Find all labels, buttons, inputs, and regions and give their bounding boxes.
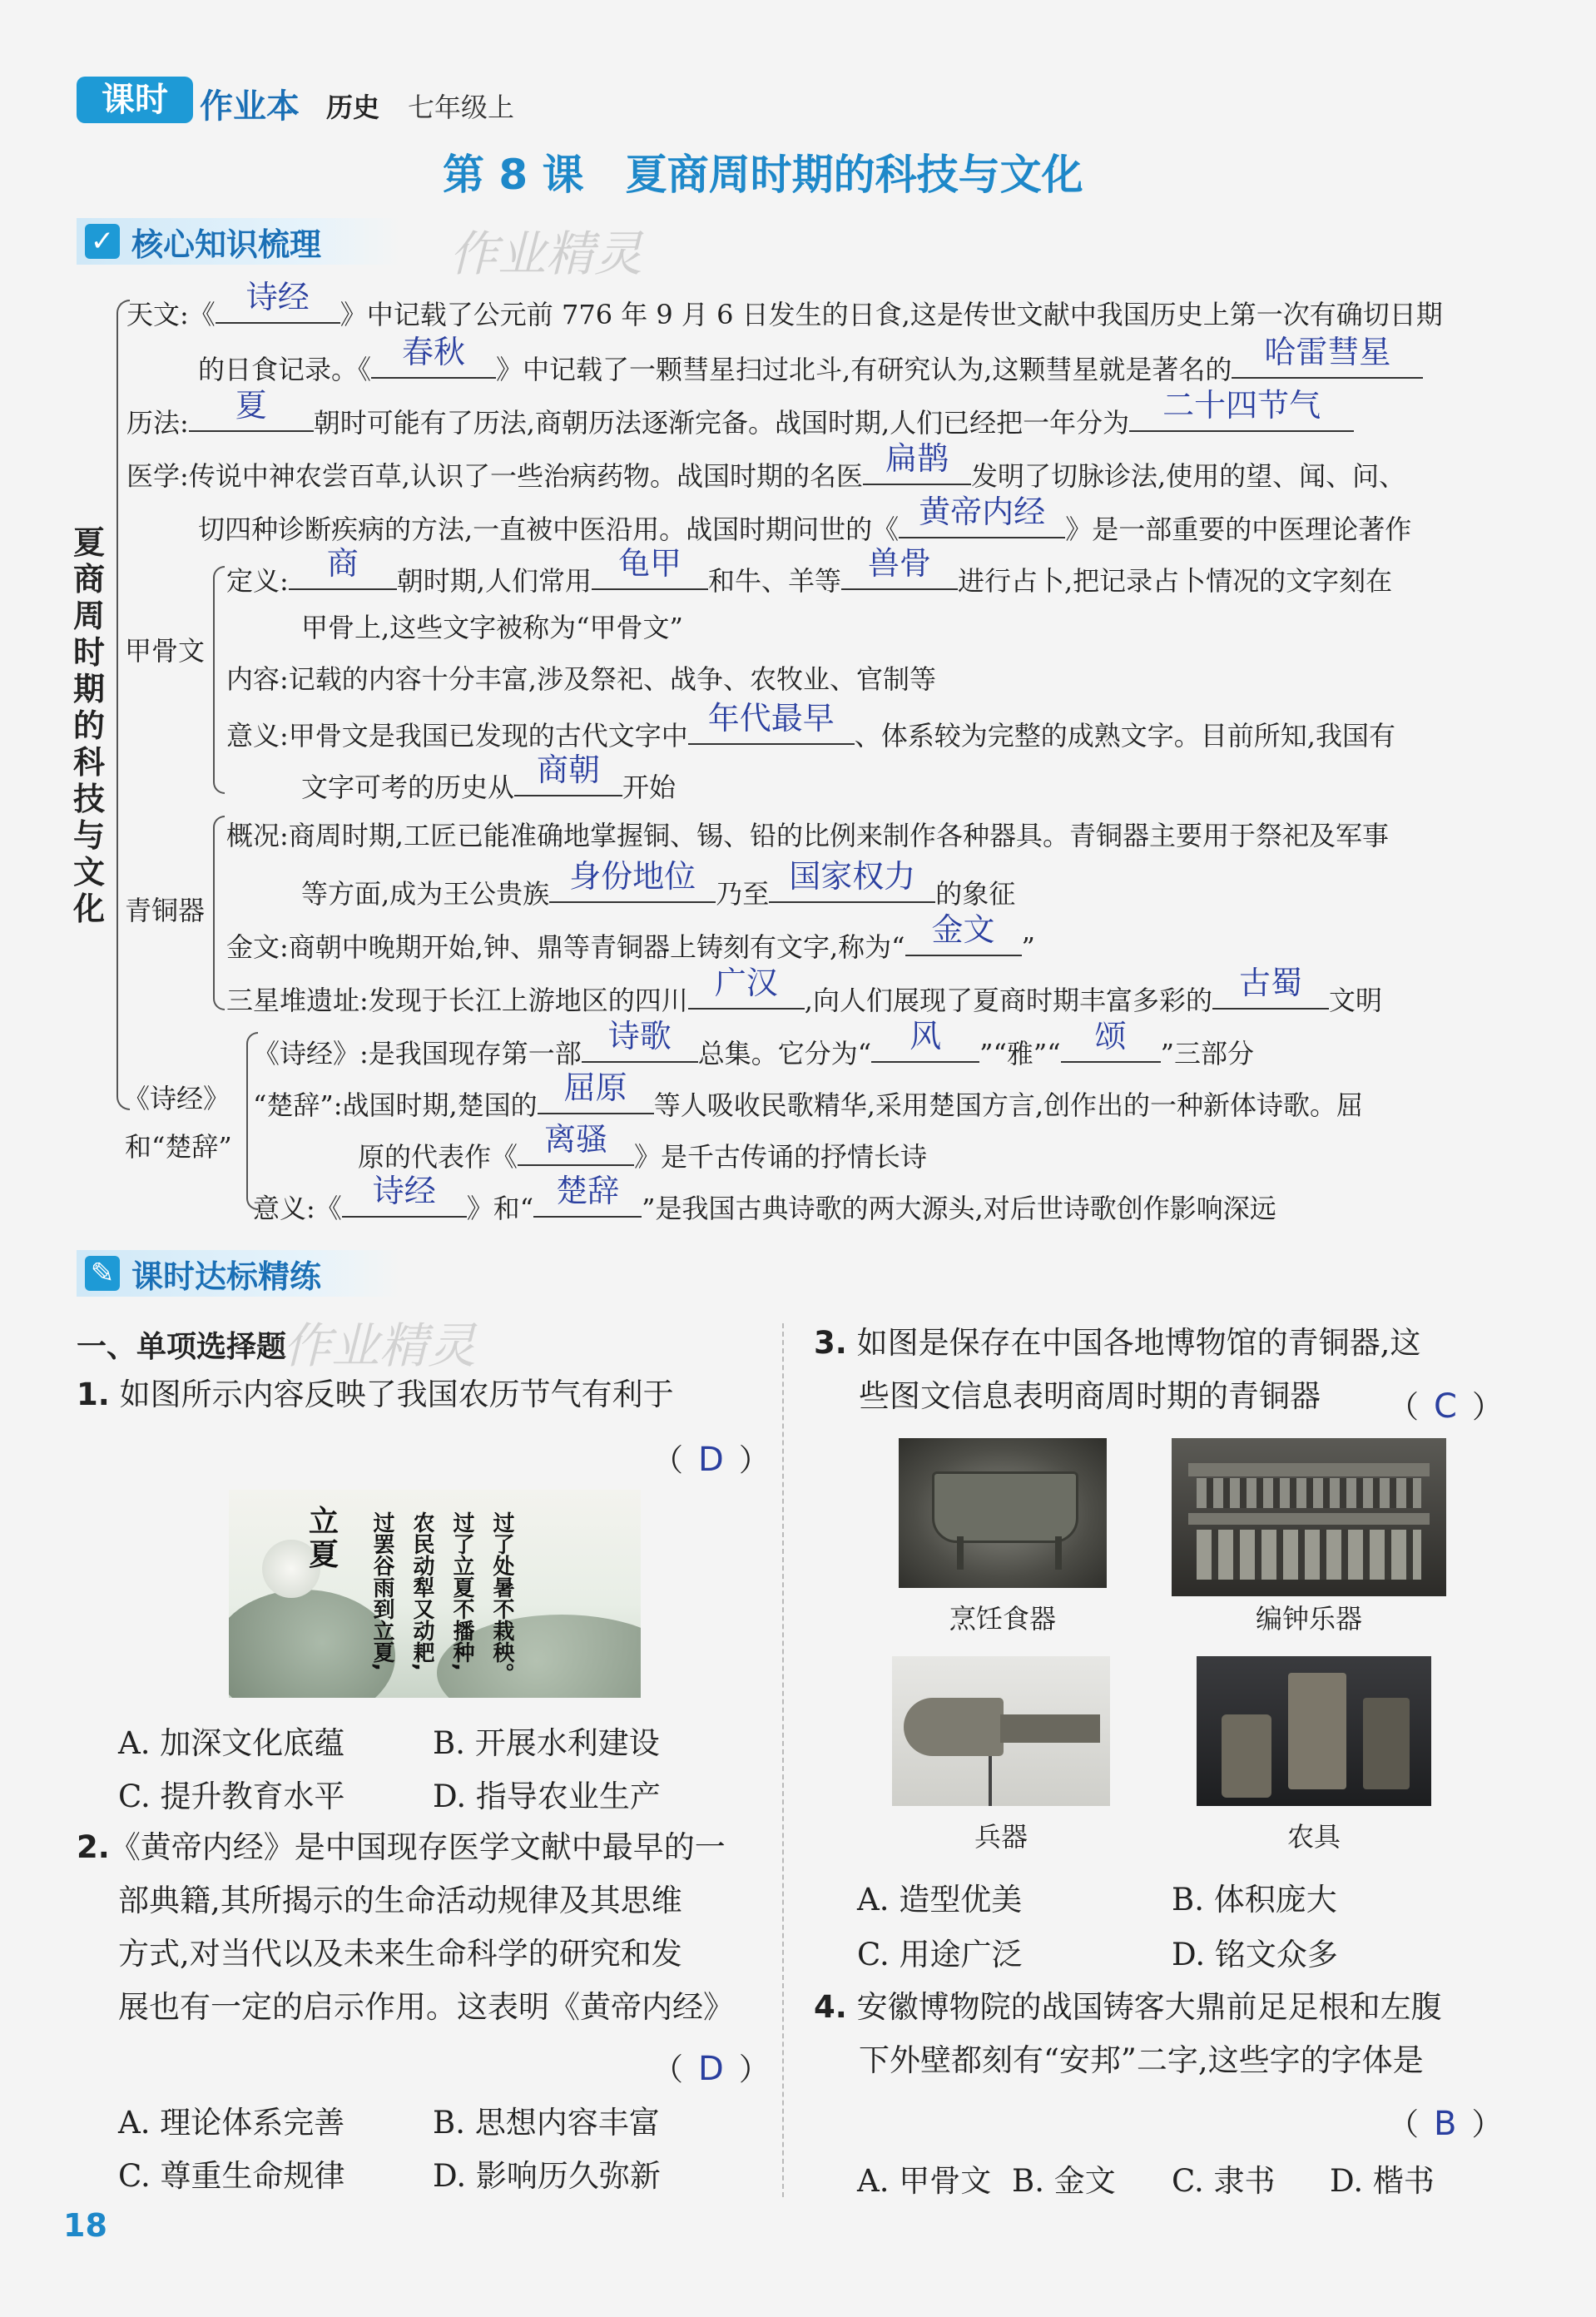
oracle-sig-line2: 文字可考的历史从 商朝 开始 bbox=[301, 752, 677, 804]
bronze-overview-line2: 等方面,成为王公贵族 身份地位 乃至 国家权力 的象征 bbox=[301, 858, 1016, 910]
q2-option-c[interactable]: C. 尊重生命规律 bbox=[118, 2158, 345, 2194]
q1-option-b[interactable]: B. 开展水利建设 bbox=[433, 1725, 660, 1761]
answer-song: 颂 bbox=[1094, 1018, 1127, 1055]
q2-option-a[interactable]: A. 理论体系完善 bbox=[118, 2105, 345, 2141]
header-logo: 课时 bbox=[77, 77, 193, 123]
header-book: 作业本 bbox=[200, 87, 300, 126]
caption-bells: 编钟乐器 bbox=[1255, 1603, 1362, 1635]
bronze-farm-tools-image bbox=[1197, 1656, 1431, 1806]
answer-poetry: 诗歌 bbox=[607, 1018, 672, 1055]
medicine-line1: 医学:传说中神农尝百草,认识了一些治病药物。战国时期的名医 扁鹊 发明了切脉诊法,使用的望、闻、问、 bbox=[126, 440, 1406, 493]
answer-shang-dynasty: 商朝 bbox=[537, 752, 601, 789]
answer-earliest: 年代最早 bbox=[707, 700, 835, 737]
q2-answer-paren: （ D ） bbox=[652, 2050, 770, 2088]
column-divider bbox=[782, 1323, 784, 2197]
lesson-title: 第 8 课 夏商周时期的科技与文化 bbox=[443, 151, 1083, 199]
answer-halley: 哈雷彗星 bbox=[1264, 334, 1391, 371]
bronze-weapon-image bbox=[892, 1656, 1110, 1806]
answer-lisao: 离骚 bbox=[544, 1121, 608, 1158]
q1-stem: 1. 如图所示内容反映了我国农历节气有利于 bbox=[77, 1377, 674, 1412]
section-practice-header bbox=[77, 1250, 401, 1297]
answer-feng: 风 bbox=[910, 1018, 942, 1055]
watermark: 作业精灵 bbox=[449, 226, 643, 282]
answer-shijing-2: 诗经 bbox=[372, 1173, 436, 1210]
answer-jinwen: 金文 bbox=[931, 911, 995, 949]
bronze-cooking-vessel-image bbox=[899, 1438, 1107, 1588]
q1-option-c[interactable]: C. 提升教育水平 bbox=[118, 1779, 345, 1814]
q3-option-a[interactable]: A. 造型优美 bbox=[857, 1882, 1023, 1918]
answer-guanghan: 广汉 bbox=[714, 965, 778, 1002]
answer-bianque: 扁鹊 bbox=[885, 440, 949, 478]
astronomy-line2: 的日食记录。《 春秋 》中记载了一颗彗星扫过北斗,有研究认为,这颗彗星就是著名的 哈雷彗星 bbox=[198, 348, 1423, 386]
farm-tool-1 bbox=[1222, 1714, 1271, 1798]
q2-option-b[interactable]: B. 思想内容丰富 bbox=[433, 2105, 660, 2141]
caption-farm-tools: 农具 bbox=[1286, 1821, 1341, 1853]
bronze-inscription-line: 金文:商朝中晚期开始,钟、鼎等青铜器上铸刻有文字,称为“ 金文 ” bbox=[226, 911, 1035, 964]
poem-line-1: 过罢谷雨到立夏, bbox=[369, 1511, 394, 1671]
page-number: 18 bbox=[63, 2207, 107, 2244]
answer-status: 身份地位 bbox=[569, 858, 696, 896]
poster-poem bbox=[362, 1511, 522, 1686]
pencil-icon: ✎ bbox=[85, 1256, 120, 1291]
q4-option-a[interactable]: A. 甲骨文 bbox=[857, 2163, 992, 2199]
answer-state-power: 国家权力 bbox=[789, 858, 916, 896]
poem-line-3: 过了立夏不播种, bbox=[449, 1511, 474, 1671]
answer-shang: 商 bbox=[326, 545, 359, 583]
vessel-legs bbox=[957, 1536, 1062, 1570]
weapon-tang bbox=[1000, 1714, 1100, 1743]
q4-option-b[interactable]: B. 金文 bbox=[1012, 2163, 1116, 2199]
bronze-bells-image bbox=[1172, 1438, 1446, 1596]
sanxingdui-line: 三星堆遗址:发现于长江上游地区的四川 广汉 ,向人们展现了夏商时期丰富多彩的 古蜀 文明 bbox=[226, 965, 1382, 1017]
q2-stem: 2.《黄帝内经》是中国现存医学文献中最早的一 部典籍,其所揭示的生命活动规律及其思维 方式,对当代以及未来生命科学的研究和发 展也有一定的启示作用。这表明《黄帝内经》 bbox=[77, 1829, 734, 2025]
section-practice-title: 课时达标精练 bbox=[131, 1258, 322, 1295]
q1-option-d[interactable]: D. 指导农业生产 bbox=[433, 1779, 661, 1814]
answer-animal-bone: 兽骨 bbox=[867, 545, 931, 583]
oracle-content-line: 内容:记载的内容十分丰富,涉及祭祀、战争、农牧业、官制等 bbox=[226, 663, 936, 695]
answer-xia: 夏 bbox=[235, 387, 267, 424]
answer-chuci: 楚辞 bbox=[556, 1173, 620, 1210]
q4-option-c[interactable]: C. 隶书 bbox=[1172, 2163, 1276, 2199]
chuci-line2: 原的代表作《 离骚 》是千古传诵的抒情长诗 bbox=[358, 1121, 928, 1173]
bell-row-2 bbox=[1197, 1478, 1421, 1508]
header-subject: 历史 bbox=[326, 92, 380, 123]
q2-answer: D bbox=[698, 2050, 724, 2088]
outline-root-label: 夏商周时期的科技与文化 bbox=[73, 524, 106, 927]
poetry-significance-line: 意义:《 诗经 》和“ 楚辞 ”是我国古典诗歌的两大源头,对后世诗歌创作影响深远 bbox=[253, 1173, 1276, 1225]
oracle-label: 甲骨文 bbox=[125, 635, 206, 667]
q3-option-d[interactable]: D. 铭文众多 bbox=[1172, 1937, 1338, 1972]
medicine-line2: 切四种诊断疾病的方法,一直被中医沿用。战国时期问世的《 黄帝内经 》是一部重要的中医理论著作 bbox=[198, 494, 1412, 546]
q1-poster-image bbox=[229, 1490, 641, 1698]
q3-option-c[interactable]: C. 用途广泛 bbox=[857, 1937, 1023, 1972]
q1-answer: D bbox=[698, 1441, 724, 1479]
bell-rack-2 bbox=[1188, 1513, 1430, 1525]
q3-option-b[interactable]: B. 体积庞大 bbox=[1172, 1882, 1337, 1918]
poetry-label2: 和“楚辞” bbox=[125, 1131, 232, 1163]
q4-stem: 4. 安徽博物院的战国铸客大鼎前足足根和左腹 下外壁都刻有“安邦”二字,这些字的字体是 bbox=[814, 1989, 1442, 2078]
q4-answer-paren: （ B ） bbox=[1388, 2105, 1503, 2143]
caption-cooking-vessel: 烹饪食器 bbox=[949, 1603, 1056, 1635]
q1-option-a[interactable]: A. 加深文化底蕴 bbox=[118, 1725, 345, 1761]
q1-answer-paren: （ D ） bbox=[652, 1441, 770, 1479]
astronomy-line1: 天文:《 诗经 》中记载了公元前 776 年 9 月 6 日发生的日食,这是传世文献中我国历史上第一次有确切日期 bbox=[126, 279, 1443, 331]
answer-huangdi-neijing: 黄帝内经 bbox=[919, 494, 1046, 531]
q2-option-d[interactable]: D. 影响历久弥新 bbox=[433, 2158, 661, 2194]
shijing-line: 《诗经》:是我国现存第一部 诗歌 总集。它分为“ 风 ”“雅”“ 颂 ”三部分 bbox=[253, 1018, 1254, 1070]
answer-turtle-shell: 龟甲 bbox=[617, 545, 682, 583]
poster-title: 立夏 bbox=[309, 1504, 340, 1572]
bell-rack bbox=[1188, 1463, 1430, 1476]
section-knowledge-header bbox=[77, 218, 401, 265]
answer-shijing: 诗经 bbox=[245, 279, 310, 316]
watermark-2: 作业精灵 bbox=[283, 1317, 477, 1374]
weapon-stand bbox=[989, 1756, 992, 1806]
chuci-line1: “楚辞”:战国时期,楚国的 屈原 等人吸收民歌精华,采用楚国方言,创作出的一种新体诗歌。屈 bbox=[253, 1069, 1364, 1122]
oracle-sig-line1: 意义:甲骨文是我国已发现的古代文字中 年代最早 、体系较为完整的成熟文字。目前所知,我国有 bbox=[226, 700, 1395, 752]
oracle-def-line1: 定义: 商 朝时期,人们常用 龟甲 和牛、羊等 兽骨 进行占卜,把记录占卜情况的文字刻在 bbox=[226, 545, 1393, 598]
answer-quyuan: 屈原 bbox=[563, 1069, 627, 1107]
q4-option-d[interactable]: D. 楷书 bbox=[1330, 2163, 1435, 2199]
section-knowledge-title: 核心知识梳理 bbox=[131, 226, 322, 263]
oracle-def-line2: 甲骨上,这些文字被称为“甲骨文” bbox=[301, 612, 683, 643]
answer-24-solar-terms: 二十四节气 bbox=[1162, 387, 1321, 424]
header-grade: 七年级上 bbox=[408, 92, 515, 123]
q3-stem: 3. 如图是保存在中国各地博物馆的青铜器,这 些图文信息表明商周时期的青铜器 bbox=[814, 1325, 1421, 1414]
q4-answer: B bbox=[1434, 2105, 1457, 2143]
oracle-brace bbox=[213, 566, 225, 794]
q3-answer-paren: （ C ） bbox=[1388, 1387, 1503, 1426]
part-title: 一、单项选择题 bbox=[77, 1330, 287, 1364]
caption-weapon: 兵器 bbox=[974, 1821, 1028, 1853]
farm-tool-3 bbox=[1363, 1698, 1410, 1789]
weapon-blade bbox=[904, 1698, 1004, 1756]
calendar-line: 历法: 夏 朝时可能有了历法,商朝历法逐渐完备。战国时期,人们已经把一年分为 二十四节气 bbox=[126, 401, 1354, 439]
bronze-overview-line1: 概况:商周时期,工匠已能准确地掌握铜、锡、铅的比例来制作各种器具。青铜器主要用于祭祀及军事 bbox=[226, 820, 1389, 851]
q3-answer: C bbox=[1434, 1387, 1457, 1426]
poetry-label1: 《诗经》 bbox=[123, 1083, 230, 1114]
check-icon: ✓ bbox=[85, 224, 120, 259]
bell-row bbox=[1197, 1530, 1421, 1580]
bronze-label: 青铜器 bbox=[125, 895, 206, 926]
answer-chunqiu: 春秋 bbox=[402, 334, 466, 371]
farm-tool-2 bbox=[1288, 1673, 1346, 1789]
bronze-brace bbox=[213, 816, 225, 1010]
poem-line-4: 过了处暑不栽秧。 bbox=[489, 1511, 514, 1684]
poem-line-2: 农民动犁又动耙, bbox=[409, 1511, 434, 1671]
vessel-body bbox=[932, 1471, 1078, 1543]
answer-gushu: 古蜀 bbox=[1238, 965, 1302, 1002]
